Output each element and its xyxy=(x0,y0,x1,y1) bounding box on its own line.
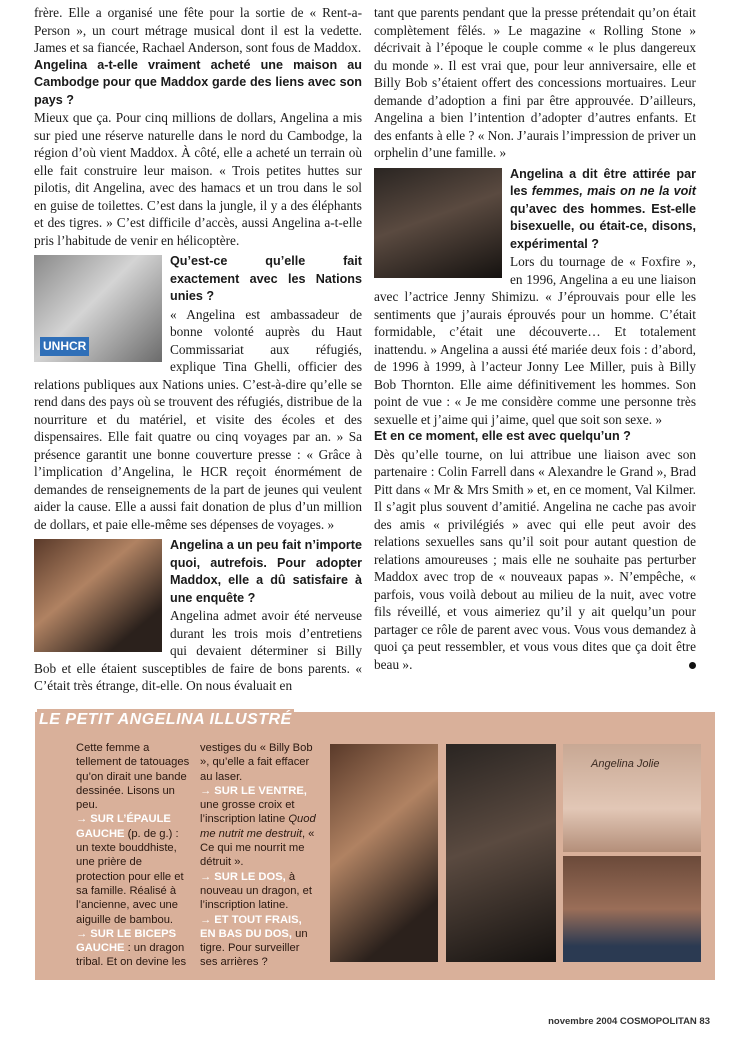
tattoo-lower-back xyxy=(200,913,316,970)
tattoo-back-text: à nouveau un dragon, et l’inscription latine. xyxy=(200,870,312,912)
question-bisexuelle-part3: qu’avec des hommes. Est-elle bisexuelle, ou était-ce, disons, expérimental ? xyxy=(510,201,696,251)
question-nations-unies: Qu’est-ce qu’elle fait exactement avec les Nations unies ? xyxy=(170,254,362,303)
unhcr-photo xyxy=(34,255,162,362)
tattoo-laser: vestiges du « Billy Bob », qu’elle a fait effacer au laser. xyxy=(200,742,313,783)
unhcr-logo: UNHCR xyxy=(40,337,89,357)
tattoo-intro: Cette femme a tellement de tatouages qu’on dirait une bande dessinée. Lisons un peu. xyxy=(76,742,190,812)
tattoo-shoulder xyxy=(76,812,194,926)
tattoo-belly-text-a: une grosse croix et l’inscription latine xyxy=(200,799,295,826)
tattoo-belly-text-c: , « Ce qui me nourrit me détruit ». xyxy=(200,827,315,869)
tattoo-shoulder-text: : un texte bouddhiste, une prière de protection pour elle et sa famille. Réalisé à l’ancienne, avec une aiguille de bambou. xyxy=(76,827,184,926)
tattoo-biceps-heading: → SUR LE BICEPS GAUCHE xyxy=(76,927,177,955)
question-bisexuelle-part2: femmes, mais on ne la voit xyxy=(531,184,696,198)
answer-en-ce-moment-text: Dès qu’elle tourne, on lui attribue une liaison avec son partenaire : Colin Farrell dans « Alexandre le Grand », Brad Pitt dans « Mr & Mrs Smith » et, en ce moment, Val Kilmer. Il s’agit plus souvent d’amitié. Angelina ne cache pas avoir des amis « privilégiés » avec qui elle peut avoir des relations sexuelles sans qu’il soit pour autant question de relations amoureuses ; mais elle ne souhaite pas perturber Maddox avec trop de « nouveaux papas ». N’empêche, « parfois, vous voilà debout au milieu de la nuit, avec votre fils réveillé, et vous aimeriez qu’il y ait quelqu’un pour partager ce rôle de parent avec vous. Vous vous demandez à quoi ça peut ressembler, et vous vous dites que ça doit être beau ». xyxy=(374,446,696,672)
tattoo-box-title: LE PETIT ANGELINA ILLUSTRÉ xyxy=(37,709,294,731)
tattoo-box-column-1 xyxy=(76,741,194,970)
tattoo-lower-back-heading: → ET TOUT FRAIS, EN BAS DU DOS, xyxy=(200,913,302,940)
answer-bisexuelle: Lors du tournage de « Foxfire », en 1996, Angelina a eu une liaison avec l’actrice Jenny Shimizu. « J’éprouvais pour elle les sentiments que j’aurais éprouvés pour un homme. C’était formidable, c’était une découverte… Et totalement inattendu. » Angelina a aussi été mariée deux fois : d’abord, de 1996 à 1999, à l’acteur Jonny Lee Miller, puis à Billy Bob Thornton. Elle aime définitivement les hommes. Son point de vue : « Je me considère comme une personne très sexuelle et j’aime qui j’aime, quel que soit son sexe. » xyxy=(374,254,696,427)
tattoo-lower-back-photo xyxy=(563,856,701,962)
tattoo-biceps xyxy=(76,927,194,970)
tattoo-back xyxy=(200,870,316,913)
question-enquete: Angelina a un peu fait n’importe quoi, autrefois. Pour adopter Maddox, elle a dû satisfaire à une enquête ? xyxy=(170,538,362,605)
left-column xyxy=(34,4,362,695)
right-column xyxy=(374,4,696,673)
answer-nations-unies: « Angelina est ambassadeur de bonne volonté auprès du Haut Commissariat aux réfugiés, explique Tina Ghelli, officier des relations publiques aux Nations unies. C’est-à-dire qu’elle se rend dans des pays où se trouvent des réfugiés, distribue de la nourriture et du matériel, et visite des écoles et des dispensaires. Elle fait quatre ou cinq voyages par an. » Sa présence garantit une bonne couverture presse : « Grâce à l’implication d’Angelina, le HCR reçoit énormément de demandes de renseignements de la part de jeunes qui veulent aider la cause. Elle a aussi fait donation de plus d’un million de dollars, et paie elle-même ses dépenses de voyages. » xyxy=(34,306,362,532)
angelina-maddox-photo xyxy=(34,539,162,652)
tattoo-belly-heading: → SUR LE VENTRE, xyxy=(200,784,307,797)
tattoo-shoulder-heading: → SUR L’ÉPAULE GAUCHE xyxy=(76,813,171,840)
jenny-shimizu-photo xyxy=(374,168,502,278)
page-footer: novembre 2004 COSMOPOLITAN 83 xyxy=(548,1016,710,1027)
tattoo-belly xyxy=(200,784,316,870)
tattoo-back-lettering: Angelina Jolie xyxy=(591,758,660,770)
tattoo-shoulder-photo xyxy=(330,744,438,962)
tattoo-back-photo xyxy=(563,744,701,852)
answer-en-ce-moment xyxy=(374,446,696,674)
tattoo-shoulder-note: (p. de g.) xyxy=(124,827,173,840)
question-bisexuelle-part1: Angelina a dit être attirée par les xyxy=(510,166,696,198)
question-cambodge: Angelina a-t-elle vraiment acheté une maison au Cambodge pour que Maddox garde des liens avec son pays ? xyxy=(34,57,362,107)
tattoo-lower-back-text: un tigre. Pour surveiller ses arrières ? xyxy=(200,927,308,969)
tattoo-belly-photo xyxy=(446,744,556,962)
tattoo-biceps-text: : un dragon tribal. Et on devine les xyxy=(76,942,187,969)
answer-cambodge: Mieux que ça. Pour cinq millions de dollars, Angelina a mis sur pied une réserve naturelle dans le nord du Cambodge, la région d’où vient Maddox. À côté, elle a acheté un terrain où elle fait construire leur maison. « Trois petites huttes sur pilotis, dit Angelina, avec des hamacs et un trou dans le sol en guise de toilettes. C’est dans la jungle, il y a des éléphants et des tigres. » C’est difficile d’accès, aussi Angelina a-t-elle pris l’habitude de venir en hélicoptère. xyxy=(34,110,362,248)
tattoo-belly-latin: Quod me nutrit me destruit xyxy=(200,813,316,840)
tattoo-box-column-2 xyxy=(200,741,316,970)
end-of-article-dot xyxy=(689,662,696,669)
answer-enquete: Angelina admet avoir été nerveuse durant les trois mois d’entretiens qui devaient déterminer si Billy Bob et elle étaient susceptibles de faire de bons parents. « C’était très étrange, dit-elle. On nous évaluait en xyxy=(34,608,362,693)
intro-paragraph: frère. Elle a organisé une fête pour la sortie de « Rent-a-Person », un court métrage musical dont il est la vedette. James et sa fiancée, Rachael Anderson, sont fous de Maddox. xyxy=(34,5,362,55)
tattoo-back-heading: → SUR LE DOS, xyxy=(200,870,286,883)
continued-paragraph: tant que parents pendant que la presse prétendait qu’on était complètement fêlés. » Le magazine « Rolling Stone » décrivait à l’époque le couple comme « le plus dangereux du monde ». Il est vrai que, pour leur anniversaire, elle et Billy Bob s’étaient offert des concessions mortuaires. Leur demande d’adoption a fini par être approuvée. D’ailleurs, Angelina a bien l’intention d’adopter d’autres enfants. Et des enfants à elle ? « Non. J’aurais l’impression de priver un orphelin d’une famille. » xyxy=(374,5,696,160)
question-en-ce-moment: Et en ce moment, elle est avec quelqu’un ? xyxy=(374,429,631,443)
